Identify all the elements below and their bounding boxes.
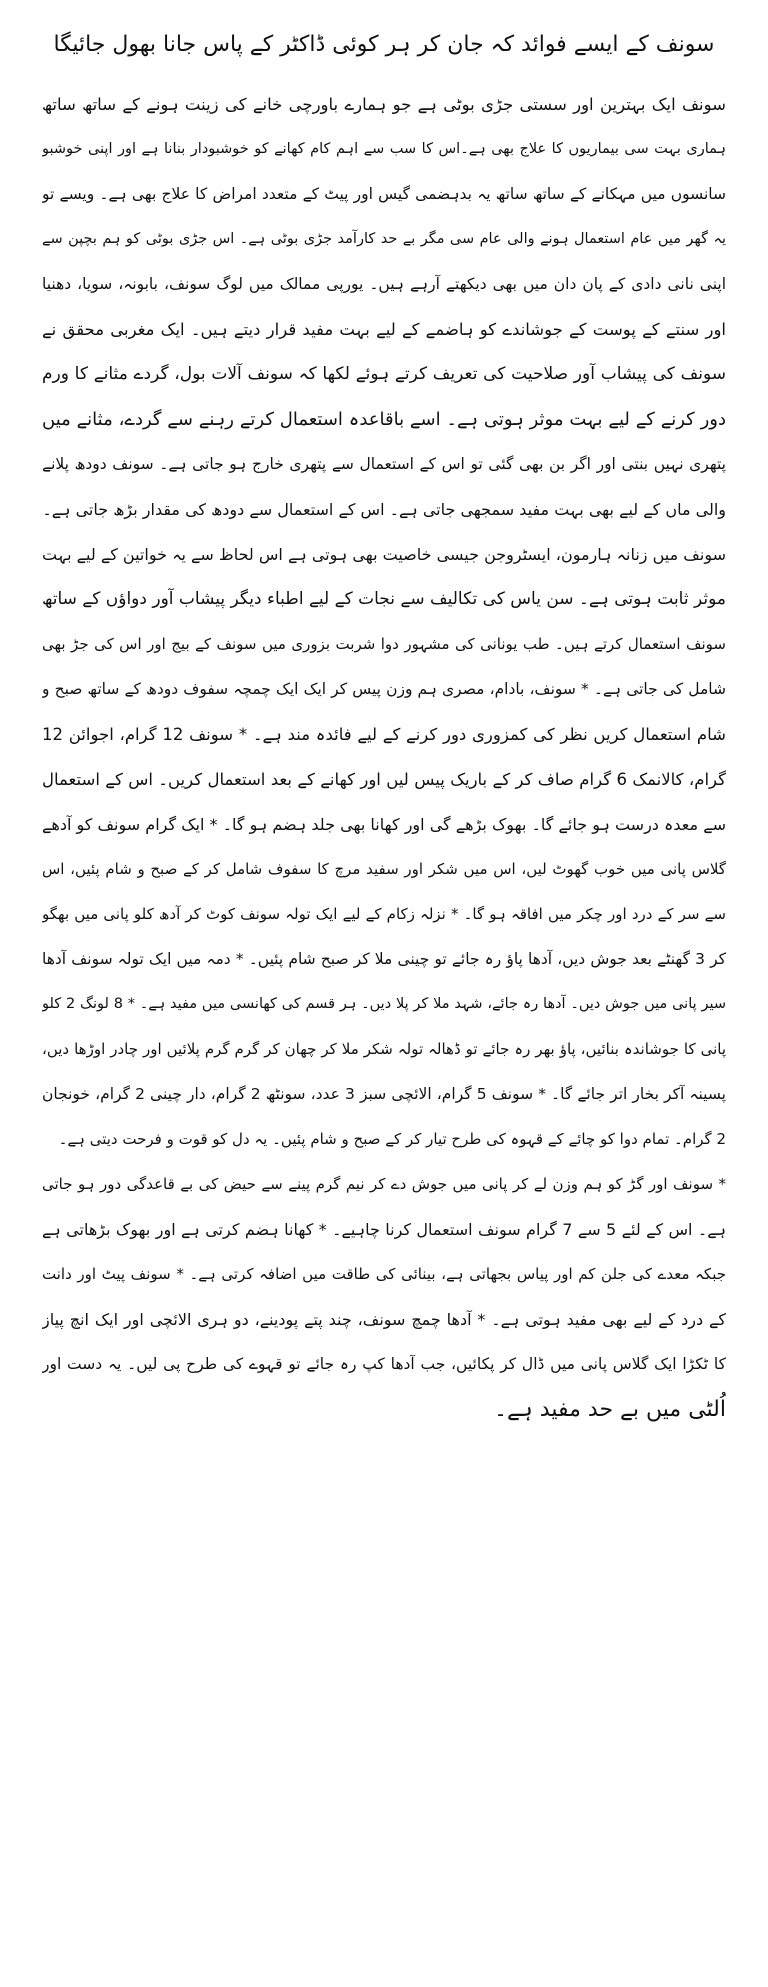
body-line: سے سر کے درد اور چکر میں افاقہ ہو گا۔ * نزلہ زکام کے لیے ایک تولہ سونف کوٹ کر آدھ کلو پانی میں بھگو: [42, 905, 726, 923]
body-line: موثر ثابت ہوتی ہے۔ سن یاس کی تکالیف سے نجات کے لیے اطباء دیگر پیشاب آور دواؤں کے ساتھ: [42, 589, 726, 609]
body-line: سونف کی پیشاب آور صلاحیت کی تعریف کرتے ہوئے لکھا کہ سونف آلات بول، گردے مثانے کا ورم: [42, 364, 726, 384]
body-line: سونف استعمال کرتے ہیں۔ طب یونانی کی مشہور دوا شربت بزوری میں سونف کے بیج اور اس کی جڑ بھی: [42, 635, 726, 653]
body-line: دور کرنے کے لیے بہت موثر ہوتی ہے۔ اسے باقاعدہ استعمال کرتے رہنے سے گردے، مثانے میں: [42, 409, 726, 430]
body-line: گرام، کالانمک 6 گرام صاف کر کے باریک پیس لیں اور کھانے کے بعد استعمال کریں۔ اس کے استعمال: [42, 770, 726, 789]
article-title: سونف کے ایسے فوائد کہ جان کر ہر کوئی ڈاکٹر کے پاس جانا بھول جائیگا: [53, 32, 715, 57]
body-line: اپنی نانی دادی کے پان دان میں بھی دیکھتے آرہے ہیں۔ یورپی ممالک میں لوگ سونف، بابونہ، سویا، دھنیا: [42, 275, 726, 293]
body-line: سے معدہ درست ہو جائے گا۔ بھوک بڑھے گی اور کھانا بھی جلد ہضم ہو گا۔ * ایک گرام سونف کو آدھے: [42, 815, 726, 834]
body-line: پسینہ آکر بخار اتر جائے گا۔ * سونف 5 گرام، الائچی سبز 3 عدد، سونٹھ 2 گرام، دار چینی 2 گرام، خونجان: [42, 1085, 726, 1103]
body-line: * سونف اور گڑ کو ہم وزن لے کر پانی میں جوش دے کر نیم گرم پینے سے حیض کی بے قاعدگی دور ہو جاتی: [42, 1175, 726, 1193]
body-line: جبکہ معدے کی جلن کم اور پیاس بجھاتی ہے، بینائی کی طاقت میں اضافہ کرتی ہے۔ * سونف پیٹ اور دانت: [42, 1265, 726, 1283]
body-line: والی ماں کے لیے بھی بہت مفید سمجھی جاتی ہے۔ اس کے استعمال سے دودھ کی مقدار بڑھ جاتی ہے۔: [42, 500, 726, 519]
body-line: سانسوں میں مہکانے کے ساتھ ساتھ یہ بدہضمی گیس اور پیٹ کے متعدد امراض کا علاج بھی ہے۔ ویسے تو: [42, 185, 726, 203]
article-body: [42, 82, 726, 1432]
body-line: کا ٹکڑا ایک گلاس پانی میں ڈال کر پکائیں، جب آدھا کپ رہ جائے تو قہوے کی طرح پی لیں۔ یہ دست اور: [42, 1355, 726, 1373]
body-line: یہ گھر میں عام استعمال ہونے والی عام سی مگر بے حد کارآمد جڑی بوٹی ہے۔ اس جڑی بوٹی کو ہم بچپن سے: [42, 231, 726, 247]
body-line: شام استعمال کریں نظر کی کمزوری دور کرنے کے لیے فائدہ مند ہے۔ * سونف 12 گرام، اجوائن 12: [42, 725, 726, 744]
body-line: اور سنتے کے پوست کے جوشاندے کو ہاضمے کے لیے بہت مفید قرار دیتے ہیں۔ ایک مغربی محقق نے: [42, 320, 726, 339]
body-line: اُلٹی میں بے حد مفید ہے۔: [494, 1397, 726, 1422]
body-line: سونف میں زنانہ ہارمون، ایسٹروجن جیسی خاصیت بھی ہوتی ہے اس لحاظ سے یہ خواتین کے لیے بہت: [42, 545, 726, 564]
body-line: پانی کا جوشاندہ بنائیں، پاؤ بھر رہ جائے تو ڈھالہ تولہ شکر ملا کر چھان کر گرم گرم پلائیں اور چادر اوڑھا دیں،: [42, 1040, 726, 1058]
body-line: سونف ایک بہترین اور سستی جڑی بوٹی ہے جو ہمارے باورچی خانے کی زینت ہونے کے ساتھ ساتھ: [42, 95, 726, 114]
body-line: گلاس پانی میں خوب گھوٹ لیں، اس میں شکر اور سفید مرچ کا سفوف شامل کر کے صبح و شام پئیں، اس: [42, 860, 726, 878]
body-line: کے درد کے لیے بھی مفید ہوتی ہے۔ * آدھا چمچ سونف، چند پتے پودینے، دو ہری الائچی اور ایک انچ پیاز: [42, 1310, 726, 1329]
body-line: سیر پانی میں جوش دیں۔ آدھا رہ جائے، شہد ملا کر پلا دیں۔ ہر قسم کی کھانسی میں مفید ہے۔ * 8 لونگ 2 کلو: [42, 996, 726, 1012]
body-line: 2 گرام۔ تمام دوا کو چائے کے قہوہ کی طرح تیار کر کے صبح و شام پئیں۔ یہ دل کو قوت و فرحت دیتی ہے۔: [58, 1130, 726, 1148]
body-line: شامل کی جاتی ہے۔ * سونف، بادام، مصری ہم وزن پیس کر ایک ایک چمچہ سفوف دودھ کے ساتھ صبح و: [42, 680, 726, 698]
body-line: کر 3 گھنٹے بعد جوش دیں، آدھا پاؤ رہ جائے تو چینی ملا کر صبح شام پئیں۔ * دمہ میں ایک تولہ سونف آدھا: [42, 950, 726, 968]
body-line: ہے۔ اس کے لئے 5 سے 7 گرام سونف استعمال کرنا چاہیے۔ * کھانا ہضم کرتی ہے اور بھوک بڑھاتی ہے: [42, 1220, 726, 1239]
body-line: پتھری نہیں بنتی اور اگر بن بھی گئی تو اس کے استعمال سے پتھری خارج ہو جاتی ہے۔ سونف دودھ پلانے: [42, 455, 726, 473]
body-line: ہماری بہت سی بیماریوں کا علاج بھی ہے۔اس کا سب سے اہم کام کھانے کو خوشبودار بنانا ہے اور اپنی خوشبو: [42, 141, 726, 157]
